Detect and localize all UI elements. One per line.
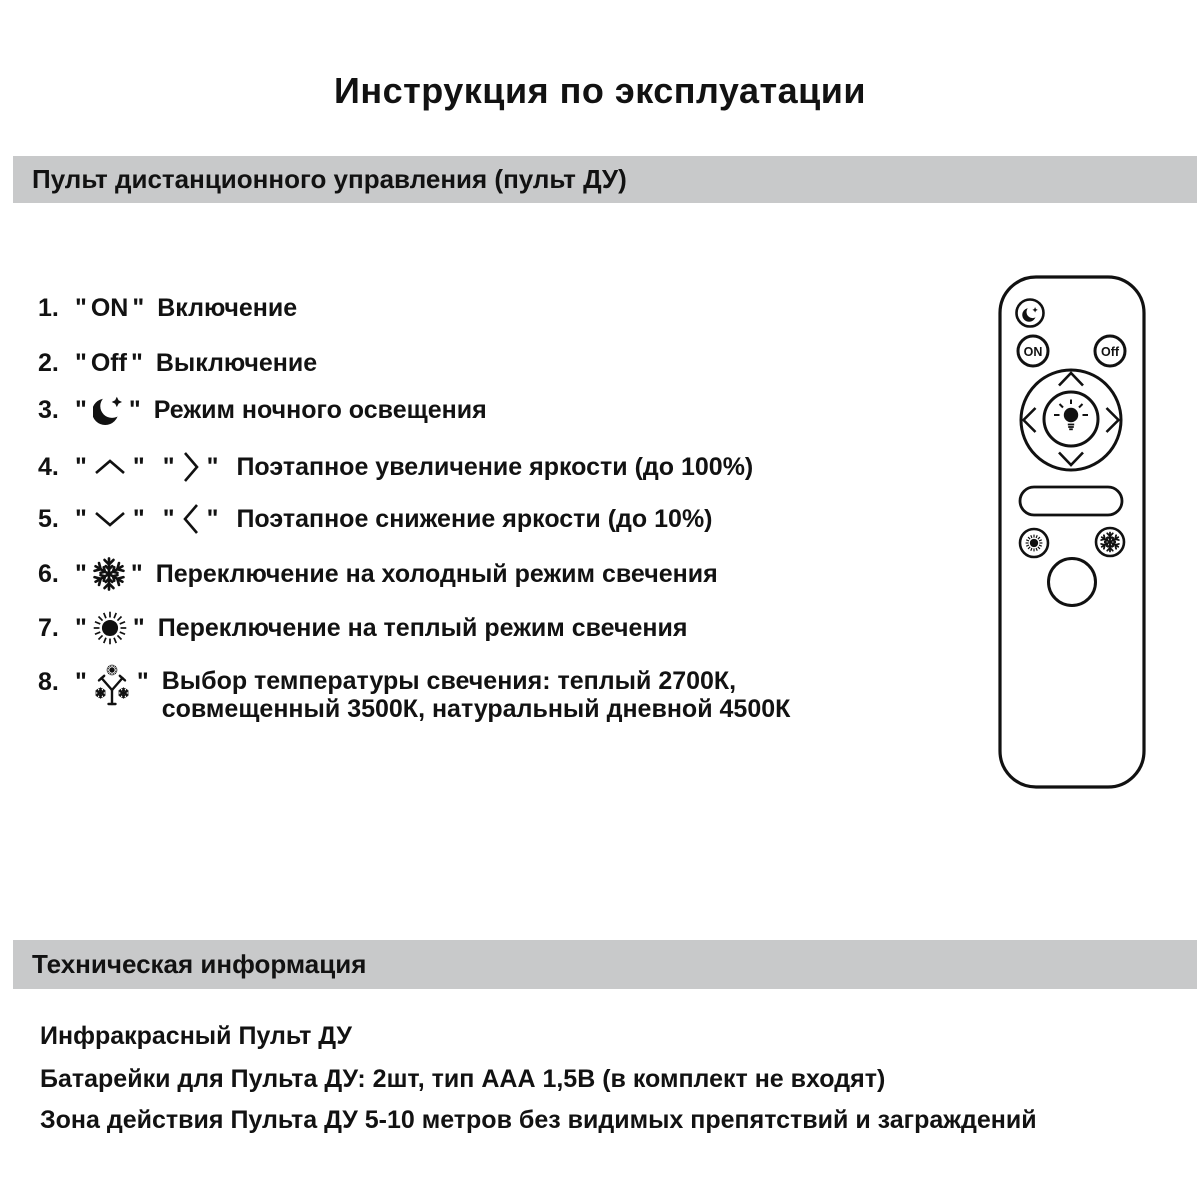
- item-text: Поэтапное снижение яркости (до 10%): [236, 504, 713, 533]
- item-text: Поэтапное увеличение яркости (до 100%): [236, 452, 754, 481]
- night-mode-button: [1017, 300, 1044, 327]
- color-temperature-icon: [93, 664, 131, 706]
- instruction-item-7: [38, 610, 687, 646]
- quote-mark: ": [75, 452, 87, 481]
- quote-mark: ": [130, 348, 143, 377]
- mode-pill-button: [1020, 487, 1122, 515]
- item-number: 3.: [38, 395, 59, 424]
- quote-mark: ": [162, 504, 175, 533]
- quote-mark: ": [75, 293, 87, 322]
- chevron-down-icon: [93, 510, 127, 528]
- off-button: [1095, 336, 1125, 366]
- tech-info-line: Батарейки для Пульта ДУ: 2шт, тип ААА 1,5В (в комплект не входят): [40, 1065, 886, 1093]
- item-number: 8.: [38, 668, 59, 696]
- quote-mark: ": [206, 504, 219, 533]
- quote-mark: ": [132, 452, 145, 481]
- item-text: Режим ночного освещения: [153, 395, 487, 424]
- quote-mark: ": [206, 452, 219, 481]
- on-button: [1018, 336, 1048, 366]
- instruction-item-8: [38, 664, 790, 723]
- section-title: Техническая информация: [32, 949, 367, 979]
- item-text: [162, 664, 791, 723]
- item-text-line-2: совмещенный 3500К, натуральный дневной 4500К: [161, 695, 791, 723]
- quote-mark: ": [162, 452, 175, 481]
- warm-mode-button: [1020, 529, 1048, 557]
- off-key-label: Off: [90, 348, 127, 377]
- item-text-line-1: Выбор температуры свечения: теплый 2700К,: [161, 667, 737, 695]
- quote-mark: ": [75, 504, 87, 533]
- item-number: 7.: [38, 613, 59, 642]
- tech-info-line: Зона действия Пульта ДУ 5-10 метров без видимых препятствий и заграждений: [40, 1106, 1037, 1134]
- quote-mark: ": [75, 559, 87, 588]
- instruction-item-1: [38, 290, 297, 326]
- snowflake-icon: [93, 557, 125, 591]
- sun-icon: [93, 611, 127, 645]
- item-text: Выключение: [155, 348, 318, 377]
- section-title: Пульт дистанционного управления (пульт ДУ): [32, 164, 627, 194]
- chevron-right-icon: [181, 450, 201, 484]
- instruction-item-3: [38, 392, 487, 428]
- tech-info-line: Инфракрасный Пульт ДУ: [40, 1022, 352, 1050]
- instruction-item-6: [38, 556, 718, 592]
- quote-mark: ": [132, 293, 145, 322]
- instruction-item-4: [38, 449, 753, 485]
- cold-mode-button: [1096, 528, 1124, 556]
- quote-mark: ": [128, 395, 141, 424]
- item-text: Переключение на теплый режим свечения: [157, 613, 688, 642]
- quote-mark: ": [132, 504, 145, 533]
- quote-mark: ": [75, 348, 87, 377]
- quote-mark: ": [132, 613, 145, 642]
- item-number: 6.: [38, 559, 59, 588]
- chevron-left-icon: [181, 502, 201, 536]
- item-text: Включение: [157, 293, 298, 322]
- quote-mark: ": [75, 613, 87, 642]
- quote-mark: ": [130, 559, 143, 588]
- off-button-label: Off: [1100, 345, 1120, 359]
- section-banner-remote: [13, 156, 1197, 203]
- moon-icon: [93, 394, 123, 426]
- on-button-label: ON: [1023, 345, 1043, 359]
- item-text: Переключение на холодный режим свечения: [155, 559, 718, 588]
- round-button: [1049, 559, 1096, 606]
- instruction-item-5: [38, 501, 713, 537]
- quote-mark: ": [75, 668, 87, 696]
- brightness-dpad: [1021, 370, 1121, 470]
- sun-icon: [1026, 535, 1043, 552]
- item-number: 1.: [38, 293, 59, 322]
- quote-mark: ": [136, 668, 149, 696]
- item-number: 2.: [38, 348, 59, 377]
- on-key-label: ON: [90, 293, 129, 322]
- chevron-up-icon: [93, 458, 127, 476]
- item-number: 4.: [38, 452, 59, 481]
- remote-control-diagram: [997, 274, 1147, 790]
- section-banner-tech: [13, 940, 1197, 989]
- item-number: 5.: [38, 504, 59, 533]
- quote-mark: ": [75, 395, 87, 424]
- page-title: Инструкция по эксплуатации: [333, 70, 867, 111]
- instruction-item-2: [38, 345, 317, 381]
